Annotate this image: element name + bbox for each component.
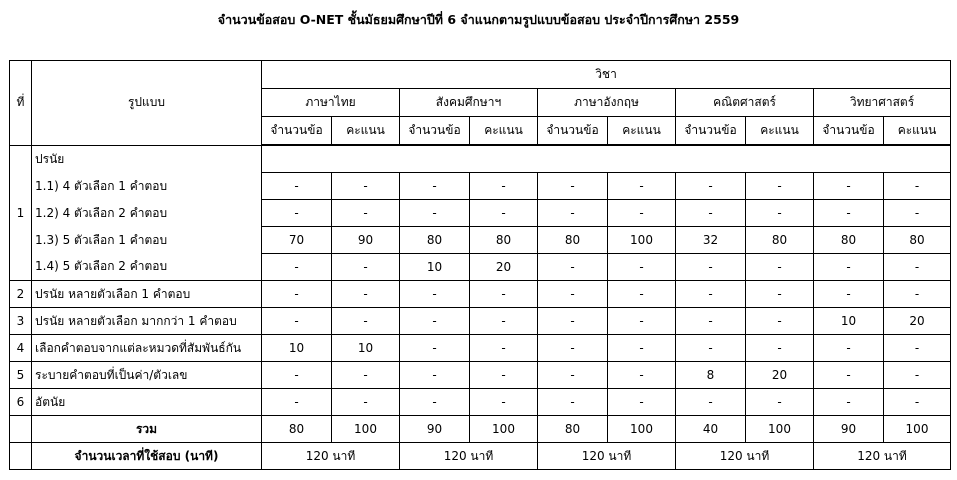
score-cell: -	[884, 362, 951, 389]
count-cell: -	[538, 362, 608, 389]
header-score: คะแนน	[470, 117, 538, 146]
table-row	[10, 173, 951, 200]
score-cell: -	[470, 281, 538, 308]
table-row	[10, 227, 951, 254]
score-cell: 80	[746, 227, 814, 254]
total-score-cell: 100	[746, 416, 814, 443]
score-cell: -	[608, 389, 676, 416]
count-cell: 32	[676, 227, 746, 254]
time-cell: 120 นาที	[538, 443, 676, 470]
row-pattern: ปรนัย หลายตัวเลือก 1 คำตอบ	[32, 281, 262, 308]
count-cell: -	[814, 362, 884, 389]
count-cell: -	[538, 173, 608, 200]
row-pattern: 1.1) 4 ตัวเลือก 1 คำตอบ	[32, 173, 262, 200]
row-number: 5	[10, 362, 32, 389]
exam-pattern-table	[9, 60, 951, 470]
count-cell: -	[538, 389, 608, 416]
time-cell: 120 นาที	[400, 443, 538, 470]
row-number: 1	[10, 145, 32, 281]
count-cell: 10	[400, 254, 470, 281]
row-pattern: ระบายคำตอบที่เป็นค่า/ตัวเลข	[32, 362, 262, 389]
score-cell: 20	[746, 362, 814, 389]
score-cell: -	[608, 335, 676, 362]
table-row	[10, 145, 951, 173]
score-cell: -	[470, 389, 538, 416]
count-cell: 10	[814, 308, 884, 335]
table-row	[10, 362, 951, 389]
table-row	[10, 200, 951, 227]
score-cell: -	[746, 200, 814, 227]
time-cell: 120 นาที	[676, 443, 814, 470]
score-cell: 20	[884, 308, 951, 335]
header-pattern: รูปแบบ	[32, 61, 262, 146]
score-cell: -	[608, 200, 676, 227]
table-row	[10, 308, 951, 335]
count-cell: -	[814, 389, 884, 416]
score-cell: -	[332, 362, 400, 389]
score-cell: -	[608, 281, 676, 308]
count-cell: -	[538, 254, 608, 281]
table-row	[10, 335, 951, 362]
count-cell: -	[400, 335, 470, 362]
table-row	[10, 281, 951, 308]
count-cell: -	[676, 308, 746, 335]
header-count: จำนวนข้อ	[676, 117, 746, 146]
total-count-cell: 40	[676, 416, 746, 443]
row-pattern: 1.3) 5 ตัวเลือก 1 คำตอบ	[32, 227, 262, 254]
row-blank-cell	[262, 145, 951, 173]
count-cell: -	[538, 200, 608, 227]
header-score: คะแนน	[746, 117, 814, 146]
count-cell: -	[400, 281, 470, 308]
time-cell: 120 นาที	[262, 443, 400, 470]
count-cell: -	[538, 335, 608, 362]
score-cell: -	[746, 281, 814, 308]
count-cell: -	[814, 281, 884, 308]
count-cell: -	[676, 389, 746, 416]
score-cell: -	[746, 254, 814, 281]
score-cell: 100	[608, 227, 676, 254]
total-score-cell: 100	[470, 416, 538, 443]
page-title: จำนวนข้อสอบ O-NET ชั้นมัธยมศึกษาปีที่ 6 จำแนกตามรูปแบบข้อสอบ ประจำปีการศึกษา 2559	[217, 12, 740, 27]
count-cell: 80	[538, 227, 608, 254]
count-cell: -	[676, 335, 746, 362]
count-cell: -	[262, 362, 332, 389]
count-cell: -	[814, 254, 884, 281]
count-cell: 80	[400, 227, 470, 254]
score-cell: -	[608, 173, 676, 200]
total-row	[10, 416, 951, 443]
count-cell: 10	[262, 335, 332, 362]
score-cell: -	[470, 200, 538, 227]
count-cell: -	[262, 173, 332, 200]
header-count: จำนวนข้อ	[538, 117, 608, 146]
score-cell: -	[884, 335, 951, 362]
row-number: 4	[10, 335, 32, 362]
count-cell: -	[814, 173, 884, 200]
count-cell: -	[538, 308, 608, 335]
time-row	[10, 443, 951, 470]
score-cell: 80	[470, 227, 538, 254]
score-cell: -	[884, 281, 951, 308]
score-cell: -	[332, 173, 400, 200]
time-no-cell	[10, 443, 32, 470]
total-score-cell: 100	[332, 416, 400, 443]
score-cell: 20	[470, 254, 538, 281]
header-subject-math: คณิตศาสตร์	[676, 89, 814, 117]
score-cell: -	[332, 200, 400, 227]
header-subject-social: สังคมศึกษาฯ	[400, 89, 538, 117]
header-count: จำนวนข้อ	[262, 117, 332, 146]
time-label: จำนวนเวลาที่ใช้สอบ (นาที)	[32, 443, 262, 470]
total-no-cell	[10, 416, 32, 443]
total-count-cell: 80	[262, 416, 332, 443]
score-cell: -	[608, 362, 676, 389]
score-cell: -	[470, 308, 538, 335]
table-row	[10, 389, 951, 416]
total-count-cell: 80	[538, 416, 608, 443]
row-pattern: อัตนัย	[32, 389, 262, 416]
score-cell: -	[884, 200, 951, 227]
score-cell: -	[884, 173, 951, 200]
score-cell: -	[470, 362, 538, 389]
time-cell: 120 นาที	[814, 443, 951, 470]
score-cell: -	[746, 389, 814, 416]
header-subject-english: ภาษาอังกฤษ	[538, 89, 676, 117]
count-cell: 8	[676, 362, 746, 389]
score-cell: -	[746, 335, 814, 362]
score-cell: -	[884, 389, 951, 416]
table-row	[10, 254, 951, 281]
count-cell: -	[814, 335, 884, 362]
header-no: ที่	[10, 61, 32, 146]
count-cell: 70	[262, 227, 332, 254]
count-cell: -	[262, 254, 332, 281]
count-cell: -	[400, 173, 470, 200]
count-cell: -	[400, 389, 470, 416]
count-cell: -	[814, 200, 884, 227]
score-cell: -	[608, 254, 676, 281]
header-count: จำนวนข้อ	[814, 117, 884, 146]
total-count-cell: 90	[814, 416, 884, 443]
row-pattern: เลือกคำตอบจากแต่ละหมวดที่สัมพันธ์กัน	[32, 335, 262, 362]
score-cell: -	[608, 308, 676, 335]
header-score: คะแนน	[332, 117, 400, 146]
count-cell: -	[262, 389, 332, 416]
row-pattern: ปรนัย หลายตัวเลือก มากกว่า 1 คำตอบ	[32, 308, 262, 335]
count-cell: -	[262, 281, 332, 308]
row-pattern: 1.2) 4 ตัวเลือก 2 คำตอบ	[32, 200, 262, 227]
count-cell: -	[262, 308, 332, 335]
count-cell: -	[676, 173, 746, 200]
score-cell: -	[884, 254, 951, 281]
total-score-cell: 100	[608, 416, 676, 443]
score-cell: 80	[884, 227, 951, 254]
header-score: คะแนน	[608, 117, 676, 146]
count-cell: -	[262, 200, 332, 227]
total-label: รวม	[32, 416, 262, 443]
score-cell: -	[746, 308, 814, 335]
score-cell: -	[746, 173, 814, 200]
row-number: 2	[10, 281, 32, 308]
count-cell: -	[400, 362, 470, 389]
count-cell: -	[676, 281, 746, 308]
count-cell: -	[676, 200, 746, 227]
row-pattern: 1.4) 5 ตัวเลือก 2 คำตอบ	[32, 254, 262, 281]
header-subject-group: วิชา	[262, 61, 951, 89]
count-cell: -	[538, 281, 608, 308]
score-cell: -	[332, 254, 400, 281]
row-number: 6	[10, 389, 32, 416]
total-score-cell: 100	[884, 416, 951, 443]
count-cell: -	[676, 254, 746, 281]
total-count-cell: 90	[400, 416, 470, 443]
count-cell: -	[400, 308, 470, 335]
row-number: 3	[10, 308, 32, 335]
header-count: จำนวนข้อ	[400, 117, 470, 146]
header-subject-science: วิทยาศาสตร์	[814, 89, 951, 117]
header-subject-thai: ภาษาไทย	[262, 89, 400, 117]
score-cell: -	[332, 389, 400, 416]
count-cell: 80	[814, 227, 884, 254]
score-cell: 10	[332, 335, 400, 362]
row-pattern: ปรนัย	[32, 145, 262, 173]
score-cell: -	[470, 173, 538, 200]
score-cell: -	[470, 335, 538, 362]
score-cell: -	[332, 308, 400, 335]
score-cell: -	[332, 281, 400, 308]
score-cell: 90	[332, 227, 400, 254]
header-score: คะแนน	[884, 117, 951, 146]
count-cell: -	[400, 200, 470, 227]
